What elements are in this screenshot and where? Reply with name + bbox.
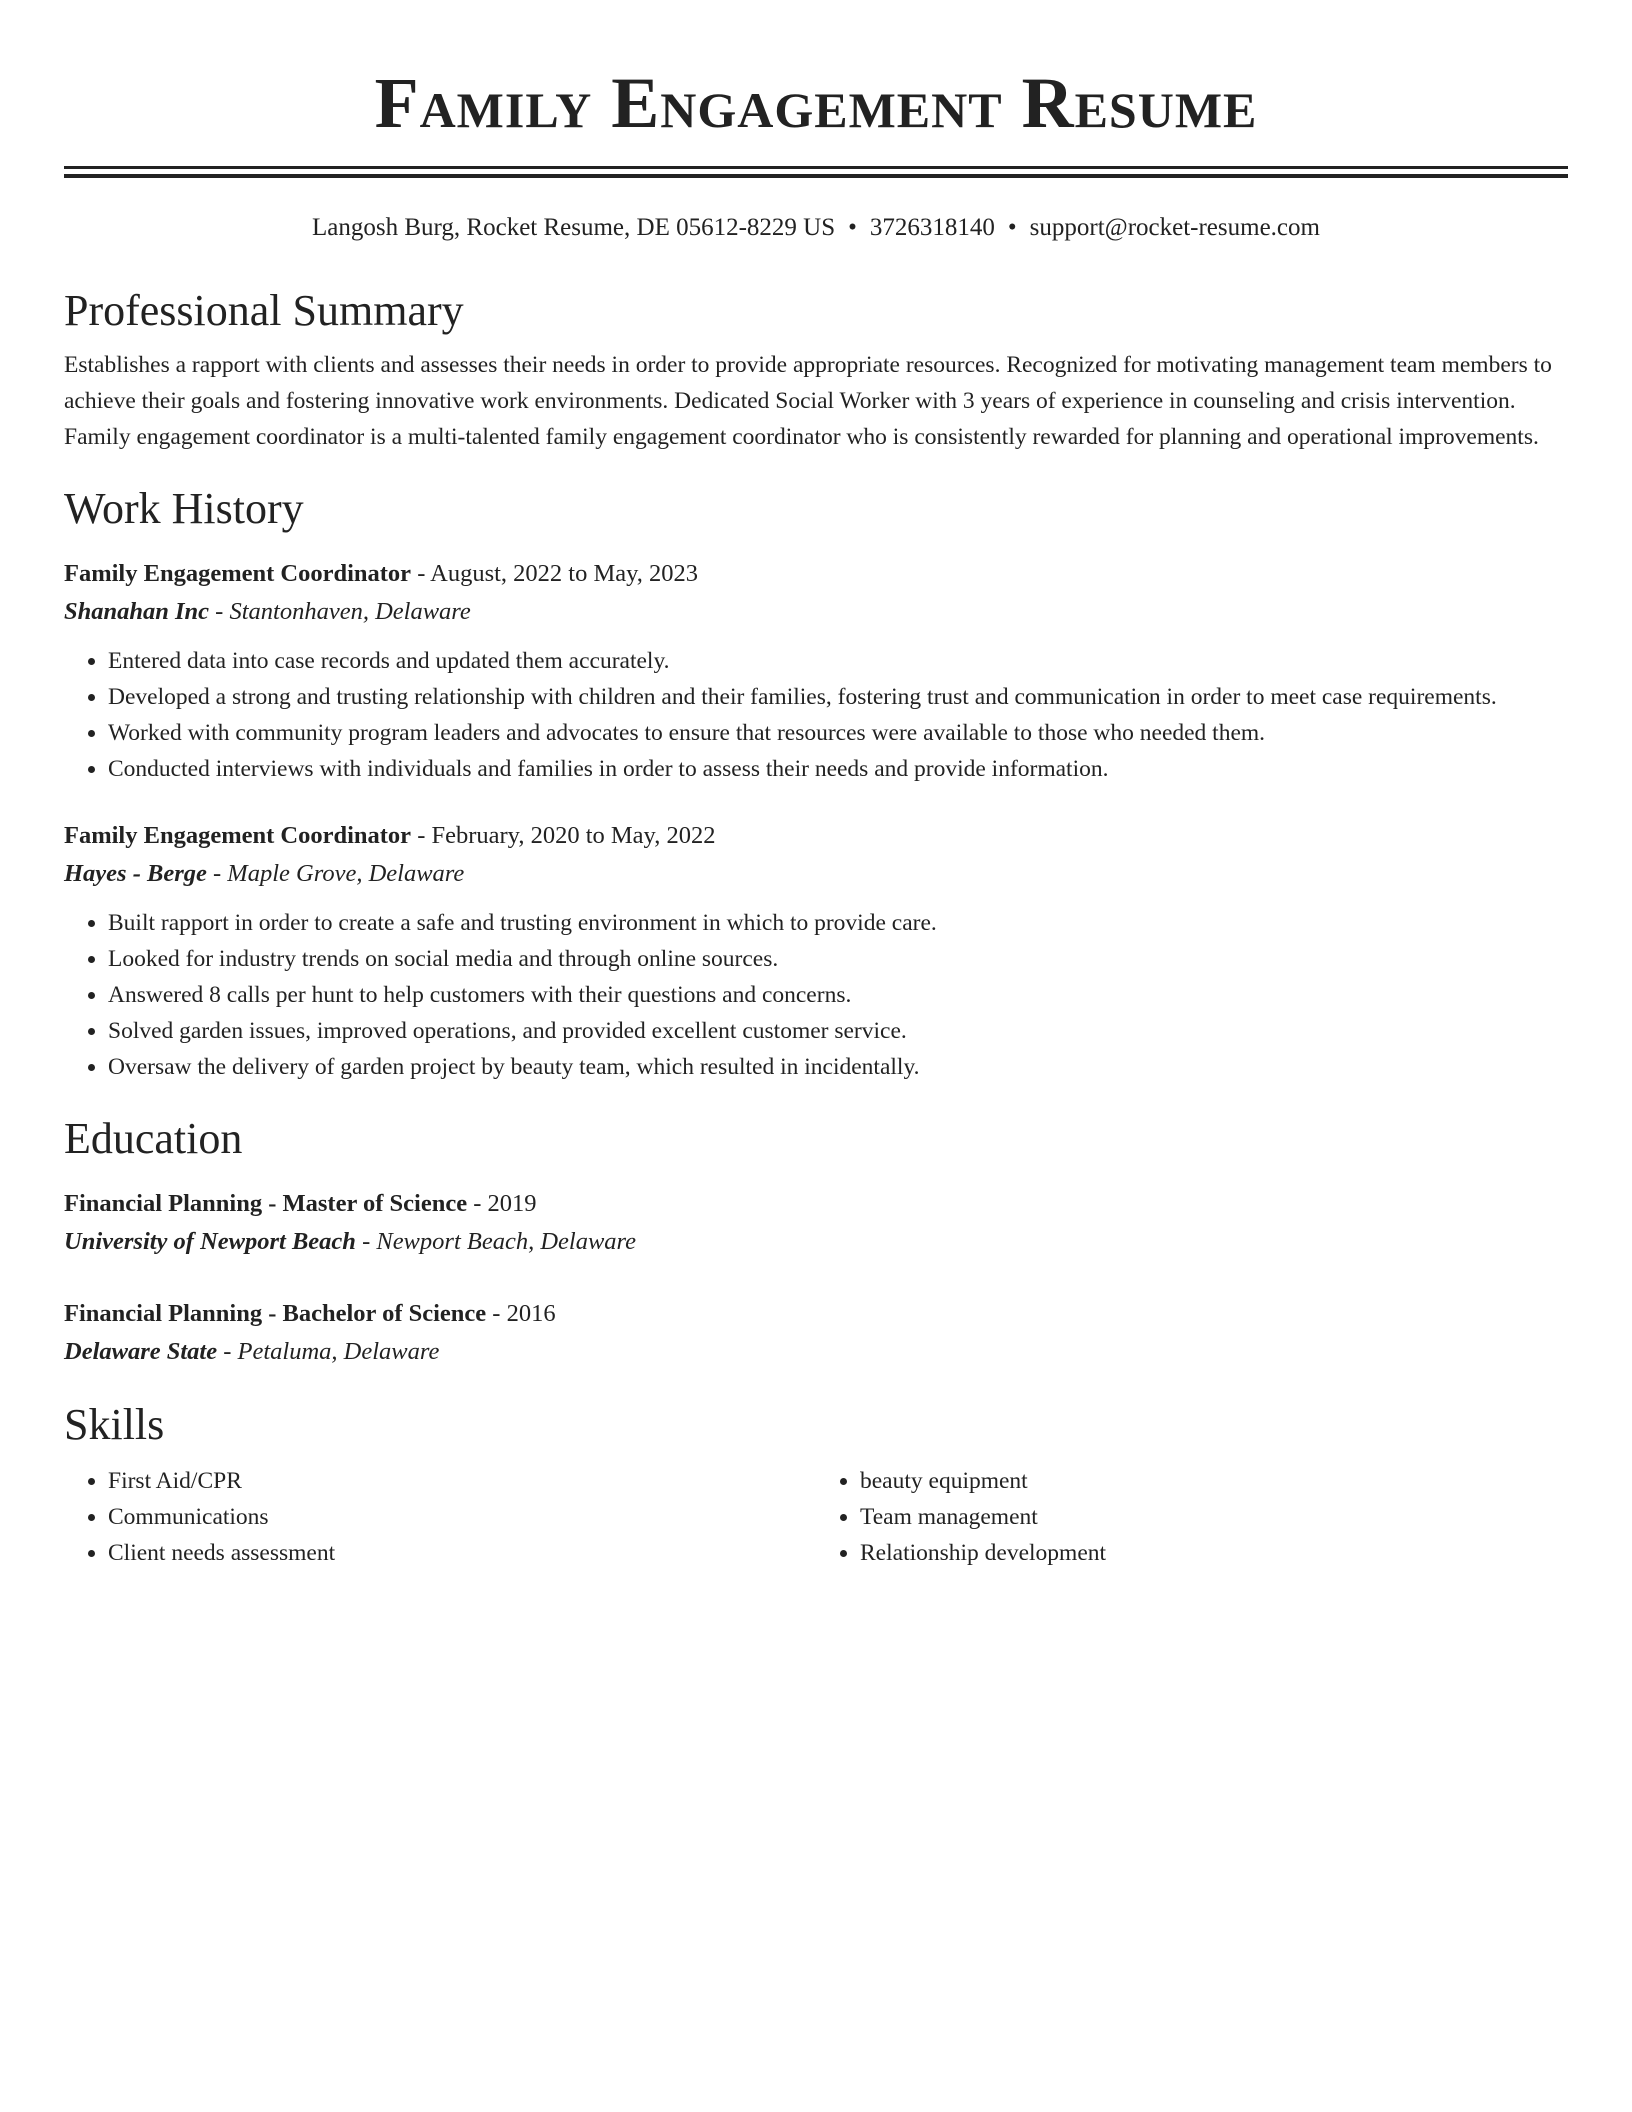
skills-column-right [816, 1463, 1568, 1571]
title-divider-top [64, 166, 1568, 169]
job-bullet: • Answered 8 calls per hunt to help customers with their questions and concerns. [108, 977, 1568, 1013]
job-company: Hayes - Berge [64, 860, 207, 887]
job-bullet: • Solved garden issues, improved operations, and provided excellent customer service. [108, 1013, 1568, 1049]
contact-line [64, 212, 1568, 244]
skill-item: • beauty equipment [860, 1463, 1568, 1499]
job-entry [64, 817, 1568, 1085]
job-bullet: • Developed a strong and trusting relationship with children and their families, fostering trust and communication in order to meet case requirements. [108, 679, 1568, 715]
education-degree: Financial Planning - Bachelor of Science [64, 1300, 487, 1327]
education-school-line [64, 1333, 1568, 1371]
skill-item: • Team management [860, 1499, 1568, 1535]
job-title: Family Engagement Coordinator [64, 560, 412, 587]
job-employer-line [64, 855, 1568, 893]
resume-title: Family Engagement Resume [374, 63, 1258, 143]
education-degree-line [64, 1185, 1568, 1223]
education-heading: Education [64, 1114, 243, 1163]
skill-item: • Client needs assessment [108, 1535, 816, 1571]
contact-email[interactable]: support@rocket-resume.com [1029, 214, 1320, 241]
education-year: - 2019 [467, 1190, 537, 1217]
job-entry [64, 555, 1568, 787]
skills-column-left [64, 1463, 816, 1571]
skill-item: • Communications [108, 1499, 816, 1535]
job-bullet: • Worked with community program leaders and advocates to ensure that resources were available to those who needed them. [108, 715, 1568, 751]
job-bullets [64, 643, 1568, 787]
job-bullet: • Built rapport in order to create a safe and trusting environment in which to provide care. [108, 905, 1568, 941]
education-location: - Petaluma, Delaware [217, 1338, 440, 1365]
work-history-heading: Work History [64, 484, 304, 533]
skills-grid [64, 1463, 1568, 1571]
job-bullets [64, 905, 1568, 1085]
job-location: - Stantonhaven, Delaware [209, 598, 471, 625]
job-title: Family Engagement Coordinator [64, 822, 412, 849]
education-location: - Newport Beach, Delaware [355, 1228, 637, 1255]
job-bullet: • Looked for industry trends on social media and through online sources. [108, 941, 1568, 977]
job-location: - Maple Grove, Delaware [206, 860, 465, 887]
job-company: Shanahan Inc [64, 598, 210, 625]
skill-item: • Relationship development [860, 1535, 1568, 1571]
education-school: University of Newport Beach [64, 1228, 356, 1255]
contact-address: Langosh Burg, Rocket Resume, DE 05612-8229 US [312, 214, 836, 241]
education-degree-line [64, 1295, 1568, 1333]
job-dates: - February, 2020 to May, 2022 [411, 822, 716, 849]
job-title-line [64, 817, 1568, 855]
education-year: - 2016 [486, 1300, 556, 1327]
education-entry [64, 1185, 1568, 1261]
skills-heading: Skills [64, 1400, 165, 1449]
education-school: Delaware State [64, 1338, 218, 1365]
job-bullet: • Oversaw the delivery of garden project by beauty team, which resulted in incidentally. [108, 1049, 1568, 1085]
contact-phone: 3726318140 [869, 214, 995, 241]
education-degree: Financial Planning - Master of Science [64, 1190, 468, 1217]
contact-separator: • [848, 214, 857, 241]
summary-heading: Professional Summary [64, 286, 464, 335]
title-divider-bottom [64, 174, 1568, 178]
summary-text: Establishes a rapport with clients and assesses their needs in order to provide appropriate resources. Recognized for motivating management team members to achieve their goals and fostering innovative work environments. Dedicated Social Worker with 3 years of experience in counseling and crisis intervention. Family engagement coordinator is a multi-talented family engagement coordinator who is consistently rewarded for planning and operational improvements. [64, 352, 1552, 450]
job-bullet: • Entered data into case records and updated them accurately. [108, 643, 1568, 679]
education-entry [64, 1295, 1568, 1371]
job-dates: - August, 2022 to May, 2023 [411, 560, 699, 587]
contact-separator: • [1007, 214, 1017, 241]
education-school-line [64, 1223, 1568, 1261]
job-bullet: • Conducted interviews with individuals and families in order to assess their needs and provide information. [108, 751, 1568, 787]
resume-page [64, 0, 1568, 1571]
job-employer-line [64, 593, 1568, 631]
job-title-line [64, 555, 1568, 593]
skill-item: • First Aid/CPR [108, 1463, 816, 1499]
